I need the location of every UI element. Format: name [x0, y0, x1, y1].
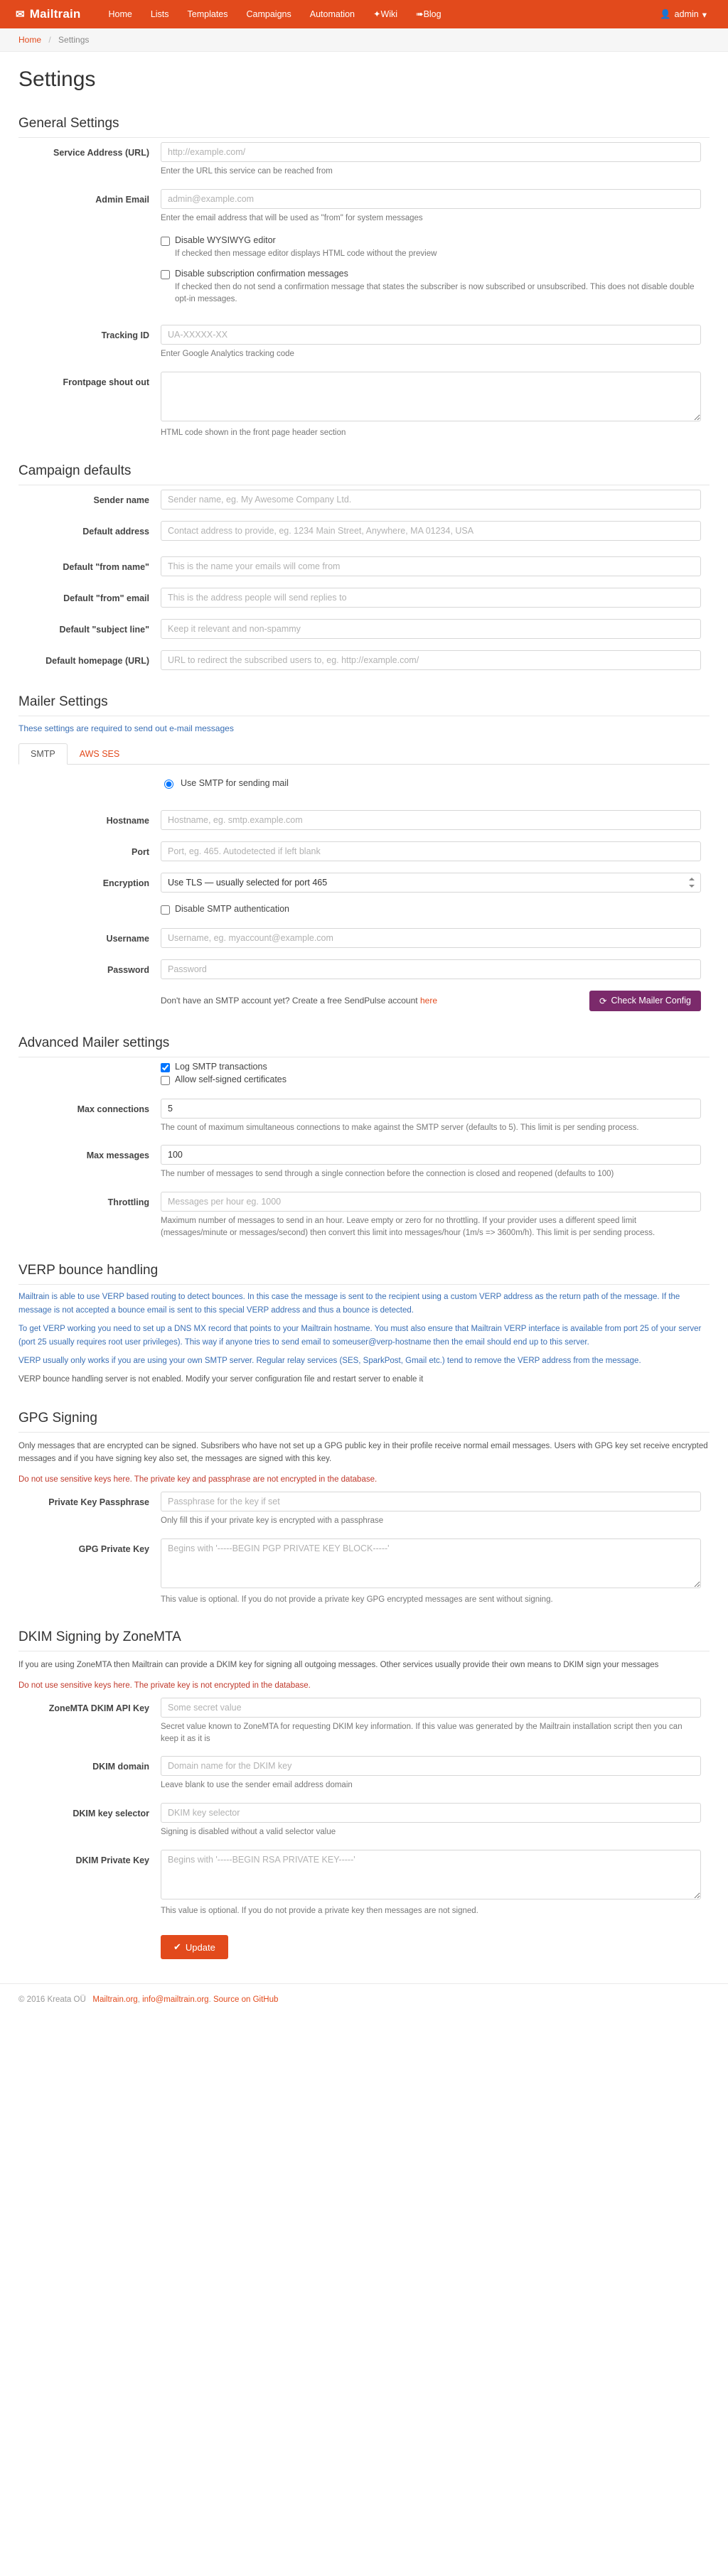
footer-copyright: © 2016 Kreata OÜ	[18, 1995, 86, 2005]
nav-automation[interactable]: Automation	[309, 9, 355, 19]
field-gpg-private-key	[18, 1538, 710, 1606]
chevron-down-icon: ▾	[702, 9, 707, 20]
label-zonemta-api-key: ZoneMTA DKIM API Key	[48, 1703, 149, 1714]
field-default-from-name	[18, 556, 710, 576]
field-default-from-email	[18, 588, 710, 608]
footer-link-github[interactable]: Source on GitHub	[213, 1995, 279, 2005]
field-max-messages	[18, 1145, 710, 1180]
check-mailer-config-button[interactable]	[589, 991, 701, 1011]
max-connections-input[interactable]	[161, 1099, 701, 1119]
field-sender-name	[18, 490, 710, 510]
field-default-address	[18, 521, 710, 541]
help-tracking-id: Enter Google Analytics tracking code	[161, 350, 294, 359]
label-username: Username	[106, 933, 149, 944]
help-dkim-domain: Leave blank to use the sender email address domain	[161, 1781, 353, 1790]
nav-home[interactable]: Home	[108, 9, 132, 19]
gpg-private-key-textarea[interactable]	[161, 1538, 701, 1588]
breadcrumb-home[interactable]: Home	[18, 35, 42, 45]
log-smtp-label: Log SMTP transactions	[175, 1061, 267, 1072]
disable-smtp-auth-label: Disable SMTP authentication	[175, 903, 289, 914]
sendpulse-link[interactable]: here	[419, 996, 437, 1006]
nav-wiki-label: Wiki	[380, 9, 398, 19]
update-button-row	[161, 1935, 710, 1959]
disable-subscription-confirm-checkbox[interactable]	[161, 270, 170, 279]
label-sender-name: Sender name	[93, 495, 149, 505]
help-dkim-private-key: This value is optional. If you do not provide a private key then messages are not signed.	[161, 1906, 478, 1915]
allow-self-signed-checkbox[interactable]	[161, 1076, 170, 1085]
label-default-address: Default address	[82, 526, 149, 537]
section-mailer-settings: Mailer Settings	[18, 694, 710, 716]
label-dkim-key-selector: DKIM key selector	[73, 1809, 149, 1819]
footer-sep-1: ,	[137, 1995, 143, 2005]
field-password	[18, 959, 710, 979]
field-tracking-id	[18, 325, 710, 360]
label-max-messages: Max messages	[86, 1150, 149, 1161]
disable-smtp-auth-checkbox[interactable]	[161, 905, 170, 915]
update-button-label: Update	[185, 1941, 215, 1953]
label-dkim-domain: DKIM domain	[92, 1762, 149, 1772]
section-dkim-signing: DKIM Signing by ZoneMTA	[18, 1629, 710, 1651]
brand-logo[interactable]	[16, 7, 80, 21]
section-campaign-defaults: Campaign defaults	[18, 463, 710, 485]
disable-subscription-confirm-label: Disable subscription confirmation messages	[175, 269, 348, 279]
user-icon: 👤	[660, 9, 671, 19]
label-service-address: Service Address (URL)	[53, 148, 149, 158]
label-spacer-disable-smtp-auth	[18, 904, 161, 917]
footer-link-mailtrain[interactable]: Mailtrain.org	[92, 1995, 138, 2005]
mailer-tabs	[18, 743, 710, 765]
port-input[interactable]	[161, 841, 701, 861]
page-footer	[0, 1983, 728, 2020]
verp-para-1: Mailtrain is able to use VERP based routing to detect bounces. In this case the message is sent to the recipient using a custom VERP address as the return path of the message. If the message is not accepted a bounce email is sent to this special VERP address and thus a bounce is detected.	[18, 1293, 680, 1315]
label-dkim-private-key: DKIM Private Key	[75, 1855, 149, 1865]
dkim-warning: Do not use sensitive keys here. The private key is not encrypted in the database.	[18, 1681, 311, 1690]
use-smtp-label: Use SMTP for sending mail	[181, 777, 289, 788]
help-disable-wysiwyg: If checked then message editor displays HTML code without the preview	[175, 249, 437, 259]
default-from-email-input[interactable]	[161, 588, 701, 608]
dkim-domain-input[interactable]	[161, 1756, 701, 1776]
field-default-subject-line	[18, 619, 710, 639]
label-spacer-use-smtp	[18, 777, 161, 799]
field-admin-email	[18, 189, 710, 225]
use-smtp-radio[interactable]	[164, 780, 173, 789]
nav-wiki[interactable]	[364, 0, 407, 28]
gpg-passphrase-input[interactable]	[161, 1492, 701, 1511]
gpg-warning: Do not use sensitive keys here. The private key and passphrase are not encrypted in the database.	[18, 1475, 378, 1484]
section-general-settings: General Settings	[18, 116, 710, 138]
allow-self-signed-label: Allow self-signed certificates	[175, 1074, 287, 1084]
help-throttling: Maximum number of messages to send in an hour. Leave empty or zero for no throttling. If your provider uses a different speed limit (messages/minute or messages/second) then convert this limit into messages/hour (1m/s => 3600m/h). This limit is per sending process.	[161, 1217, 655, 1237]
dkim-para-1: If you are using ZoneMTA then Mailtrain can provide a DKIM key for signing all outgoing messages. Other services usually provide their own means to DKIM sign your messages	[18, 1661, 659, 1670]
label-port: Port	[132, 846, 149, 857]
label-max-connections: Max connections	[77, 1104, 149, 1114]
verp-para-4: VERP bounce handling server is not enabled. Modify your server configuration file and restart server to enable it	[18, 1375, 424, 1384]
label-tracking-id: Tracking ID	[101, 330, 149, 341]
throttling-input[interactable]	[161, 1192, 701, 1212]
page-title: Settings	[18, 68, 96, 91]
sender-name-input[interactable]	[161, 490, 701, 510]
log-smtp-checkbox[interactable]	[161, 1063, 170, 1072]
field-disable-smtp-auth	[18, 904, 710, 917]
breadcrumb	[0, 28, 728, 52]
label-gpg-passphrase: Private Key Passphrase	[48, 1497, 149, 1507]
admin-email-input[interactable]	[161, 189, 701, 209]
help-dkim-key-selector: Signing is disabled without a valid selector value	[161, 1828, 336, 1837]
footer-space	[88, 1995, 90, 2004]
help-gpg-passphrase: Only fill this if your private key is encrypted with a passphrase	[161, 1516, 384, 1525]
field-mailer-flags	[18, 1062, 710, 1087]
label-default-from-email: Default "from" email	[63, 593, 149, 603]
nav-blog[interactable]	[407, 0, 451, 28]
nav-links	[99, 0, 450, 28]
section-verp: VERP bounce handling	[18, 1263, 710, 1285]
nav-lists[interactable]: Lists	[150, 9, 169, 19]
label-default-homepage: Default homepage (URL)	[46, 655, 149, 666]
checkbox-row-disable-wysiwyg[interactable]	[161, 235, 701, 246]
help-max-connections: The count of maximum simultaneous connections to make against the SMTP server (defaults to 5). This limit is per sending process.	[161, 1123, 639, 1132]
field-disable-wysiwyg	[18, 235, 710, 313]
brand-label: Mailtrain	[29, 7, 81, 21]
zonemta-api-key-input[interactable]	[161, 1698, 701, 1718]
default-homepage-input[interactable]	[161, 650, 701, 670]
breadcrumb-current: Settings	[58, 35, 90, 45]
top-navbar	[0, 0, 728, 28]
label-spacer-mailer-flags	[18, 1062, 161, 1087]
breadcrumb-separator: /	[48, 35, 51, 45]
default-subject-line-input[interactable]	[161, 619, 701, 639]
book-icon: ✦	[373, 9, 381, 19]
tracking-id-input[interactable]	[161, 325, 701, 345]
checkbox-row-disable-smtp-auth[interactable]	[161, 904, 701, 915]
hostname-input[interactable]	[161, 810, 701, 830]
field-zonemta-api-key	[18, 1698, 710, 1745]
label-hostname: Hostname	[106, 815, 149, 826]
disable-wysiwyg-checkbox[interactable]	[161, 237, 170, 246]
field-encryption	[18, 873, 710, 893]
service-address-input[interactable]	[161, 142, 701, 162]
label-gpg-private-key: GPG Private Key	[78, 1543, 149, 1554]
field-service-address	[18, 142, 710, 178]
mailer-settings-note: These settings are required to send out e-mail messages	[18, 723, 234, 733]
field-dkim-private-key	[18, 1850, 710, 1917]
label-frontpage-shoutout: Frontpage shout out	[63, 377, 149, 388]
field-port	[18, 841, 710, 861]
help-zonemta-api-key: Secret value known to ZoneMTA for requesting DKIM key information. If this value was generated by the Mailtrain installation script then you can keep it as it is	[161, 1723, 682, 1743]
frontpage-shoutout-textarea[interactable]	[161, 372, 701, 421]
label-default-from-name: Default "from name"	[63, 561, 149, 572]
section-gpg-signing: GPG Signing	[18, 1411, 710, 1433]
label-spacer-wysiwyg	[18, 235, 161, 313]
sendpulse-note-text: Don't have an SMTP account yet? Create a free SendPulse account	[161, 996, 418, 1006]
field-username	[18, 928, 710, 948]
sendpulse-note	[161, 996, 437, 1006]
field-throttling	[18, 1192, 710, 1239]
encryption-select[interactable]	[161, 873, 701, 893]
username-input[interactable]	[161, 928, 701, 948]
help-max-messages: The number of messages to send through a single connection before the connection is closed and reopened (defaults to 100)	[161, 1170, 614, 1179]
default-from-name-input[interactable]	[161, 556, 701, 576]
field-use-smtp	[18, 777, 710, 799]
field-hostname	[18, 810, 710, 830]
field-max-connections	[18, 1099, 710, 1134]
section-advanced-mailer: Advanced Mailer settings	[18, 1035, 710, 1057]
default-address-input[interactable]	[161, 521, 701, 541]
nav-templates[interactable]: Templates	[187, 9, 228, 19]
nav-campaigns[interactable]: Campaigns	[246, 9, 291, 19]
disable-wysiwyg-label: Disable WYSIWYG editor	[175, 235, 276, 246]
help-disable-subscription-confirm: If checked then do not send a confirmation message that states the subscriber is now subscribed or unsubscribed. This does not disable double opt-in messages.	[175, 283, 695, 303]
label-throttling: Throttling	[107, 1197, 149, 1208]
field-default-homepage	[18, 650, 710, 670]
verp-para-3: VERP usually only works if you are using your own SMTP server. Regular relay services (SES, SparkPost, Gmail etc.) tend to remove the VERP address from the message.	[18, 1356, 641, 1365]
smtp-account-note-row	[161, 991, 701, 1011]
gpg-para-1: Only messages that are encrypted can be signed. Subsribers who have not set up a GPG public key in their profile receive normal email messages. Users with GPG key set receive encrypted messages and if you have signing key also set, the messages are signed with this key.	[18, 1441, 708, 1464]
footer-sep-2: .	[208, 1995, 213, 2005]
tab-smtp[interactable]: SMTP	[18, 743, 68, 765]
field-dkim-domain	[18, 1756, 710, 1791]
footer-link-email[interactable]: info@mailtrain.org	[142, 1995, 209, 2005]
label-default-subject-line: Default "subject line"	[59, 624, 149, 635]
max-messages-input[interactable]	[161, 1145, 701, 1165]
label-password: Password	[107, 964, 149, 975]
field-frontpage-shoutout	[18, 372, 710, 439]
verp-para-2: To get VERP working you need to set up a DNS MX record that points to your Mailtrain hostname. You must also ensure that Mailtrain VERP interface is available from port 25 of your server (port 25 usually requires root user privileges). This way if anyone tries to send email to someuser@verp-hostname then the email should end up to this server.	[18, 1325, 702, 1347]
dkim-private-key-textarea[interactable]	[161, 1850, 701, 1899]
radio-row-use-smtp[interactable]	[161, 777, 701, 789]
user-menu-label: admin	[674, 9, 699, 19]
dkim-key-selector-input[interactable]	[161, 1803, 701, 1823]
field-gpg-passphrase	[18, 1492, 710, 1527]
help-frontpage-shoutout: HTML code shown in the front page header section	[161, 429, 346, 438]
refresh-icon: ⟳	[599, 996, 607, 1006]
check-icon: ✔	[173, 1941, 181, 1953]
field-dkim-key-selector	[18, 1803, 710, 1838]
label-admin-email: Admin Email	[95, 194, 149, 205]
label-encryption: Encryption	[102, 878, 149, 888]
help-admin-email: Enter the email address that will be used as "from" for system messages	[161, 213, 423, 222]
envelope-icon: ✉	[16, 9, 25, 21]
nav-blog-label: Blog	[423, 9, 441, 19]
rss-icon: ➠	[416, 9, 424, 19]
checkbox-row-allow-self-signed[interactable]	[161, 1074, 701, 1085]
password-input[interactable]	[161, 959, 701, 979]
update-button[interactable]	[161, 1935, 228, 1959]
checkbox-row-log-smtp[interactable]	[161, 1062, 701, 1072]
user-menu[interactable]	[654, 9, 712, 20]
check-mailer-config-label: Check Mailer Config	[611, 996, 691, 1006]
help-gpg-private-key: This value is optional. If you do not provide a private key GPG encrypted messages are sent without signing.	[161, 1595, 553, 1604]
nav-right	[654, 9, 712, 20]
tab-aws-ses[interactable]: AWS SES	[79, 748, 120, 759]
help-service-address: Enter the URL this service can be reached from	[161, 167, 333, 176]
checkbox-row-disable-subscription-confirm[interactable]	[161, 269, 701, 279]
